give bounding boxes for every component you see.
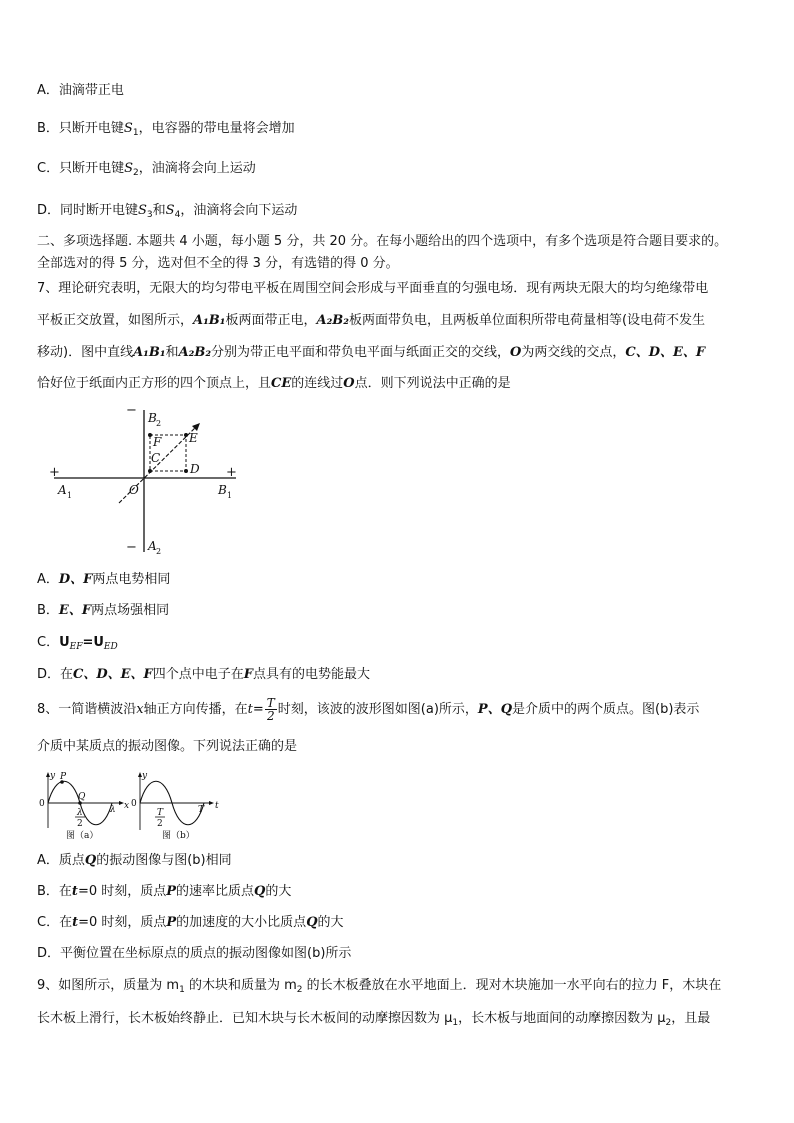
label-t: t [215, 801, 219, 811]
label-zero-b: 0 [131, 799, 137, 809]
label-zero-a: 0 [39, 799, 45, 809]
point-c [148, 469, 152, 473]
q9-stem-line2: 长木板上滑行，长木板始终静止．已知木块与长木板间的动摩擦因数为 $\mu_1$，长木板与地面间的动摩擦因数为 $\mu_2$，且最 [37, 1011, 711, 1028]
label-period: T [198, 805, 205, 815]
q7-stem-line2: 平板正交放置，如图所示，A₁B₁板两面带正电，A₂B₂板两面带负电，且两板单位面积所带电荷量相等(设电荷不发生 [37, 313, 706, 328]
point-e [184, 433, 188, 437]
q7-stem-line1: 7、理论研究表明，无限大的均匀带电平板在周围空间会形成与平面垂直的匀强电场．现有两块无限大的均匀绝缘带电 [37, 281, 709, 296]
caption-b: 图（b） [162, 831, 195, 841]
label-half-period-den: 2 [157, 819, 163, 829]
label-b2-sub: 2 [156, 419, 162, 428]
minus-top-label: − [126, 403, 137, 418]
label-lambda-half-den: 2 [77, 819, 83, 829]
q9-stem-line1: 9、如图所示，质量为 $m_1$ 的木块和质量为 $m_2$ 的长木板叠放在水平地面上．现对木块施加一水平向右的拉力 F，木块在 [37, 978, 722, 995]
q7-stem-line3: 移动)．图中直线A₁B₁和A₂B₂分别为带正电平面和带负电平面与纸面正交的交线，O为两交线的交点，C、D、E、F [37, 345, 706, 360]
plus-left-label: + [49, 465, 60, 480]
label-a2-sub: 2 [156, 547, 162, 556]
section-2-heading-line1: 二、多项选择题. 本题共 4 小题，每小题 5 分，共 20 分。在每小题给出的四个选项中，有多个选项是符合题目要求的。 [37, 234, 728, 249]
label-b2: B [148, 411, 157, 425]
label-lambda: λ [110, 805, 116, 815]
label-y-b: y [142, 771, 148, 781]
label-b1-sub: 1 [227, 491, 233, 500]
label-o: O [129, 483, 139, 497]
t-over-2-fraction: $\frac{T}{2}$ [266, 696, 275, 723]
label-d: D [190, 462, 200, 476]
point-f [148, 433, 152, 437]
label-e: E [189, 431, 198, 445]
q6-option-a: A．油滴带正电 [37, 83, 124, 98]
q7-option-d: D．在C、D、E、F四个点中电子在F点具有的电势能最大 [37, 667, 371, 682]
label-a1: A [58, 483, 67, 497]
minus-bottom-label: − [126, 540, 137, 555]
point-d [184, 469, 188, 473]
label-a2: A [148, 539, 157, 553]
q8-option-d: D．平衡位置在坐标原点的质点的振动图像如图(b)所示 [37, 946, 352, 961]
label-f: F [153, 435, 162, 449]
label-y-a: y [50, 771, 56, 781]
label-q: Q [78, 792, 86, 802]
q7-option-b: B．E、F两点场强相同 [37, 603, 170, 618]
q8-vibration-figure-b [132, 770, 224, 842]
label-lambda-half-num: λ [77, 808, 83, 818]
q6-option-c: C．只断开电键$S_2$，油滴将会向上运动 [37, 161, 256, 178]
label-x: x [124, 801, 130, 811]
label-a1-sub: 1 [67, 491, 73, 500]
q8-stem-line2: 介质中某质点的振动图像。下列说法正确的是 [37, 739, 298, 754]
q8-option-c: C．在t=0 时刻，质点P的加速度的大小比质点Q的大 [37, 915, 344, 930]
q6-option-d: D．同时断开电键$S_3$和$S_4$，油滴将会向下运动 [37, 203, 298, 220]
q8-waveform-figure-a [36, 770, 132, 842]
label-p: P [60, 772, 67, 782]
caption-a: 图（a） [66, 831, 99, 841]
q7-plates-figure [40, 402, 250, 562]
label-c: C [151, 451, 161, 465]
q7-option-a: A．D、F两点电势相同 [37, 572, 171, 587]
label-half-period-num: T [157, 808, 164, 818]
q7-stem-line4: 恰好位于纸面内正方形的四个顶点上，且CE的连线过O点．则下列说法中正确的是 [37, 376, 511, 391]
q6-option-b: B．只断开电键$S_1$，电容器的带电量将会增加 [37, 121, 295, 138]
q8-option-b: B．在t=0 时刻，质点P的速率比质点Q的大 [37, 884, 292, 899]
label-b1: B [218, 483, 227, 497]
q7-option-c: C．$U_{EF}=U_{ED}$ [37, 635, 118, 652]
section-2-heading-line2: 全部选对的得 5 分，选对但不全的得 3 分，有选错的得 0 分。 [37, 256, 399, 271]
plus-right-label: + [226, 465, 237, 480]
q8-stem-line1: 8、一简谐横波沿x轴正方向传播，在t= $\frac{T}{2}$ 时刻，该波的波形图如图(a)所示，P、Q是介质中的两个质点。图(b)表示 [37, 696, 700, 723]
q8-option-a: A．质点Q的振动图像与图(b)相同 [37, 853, 232, 868]
